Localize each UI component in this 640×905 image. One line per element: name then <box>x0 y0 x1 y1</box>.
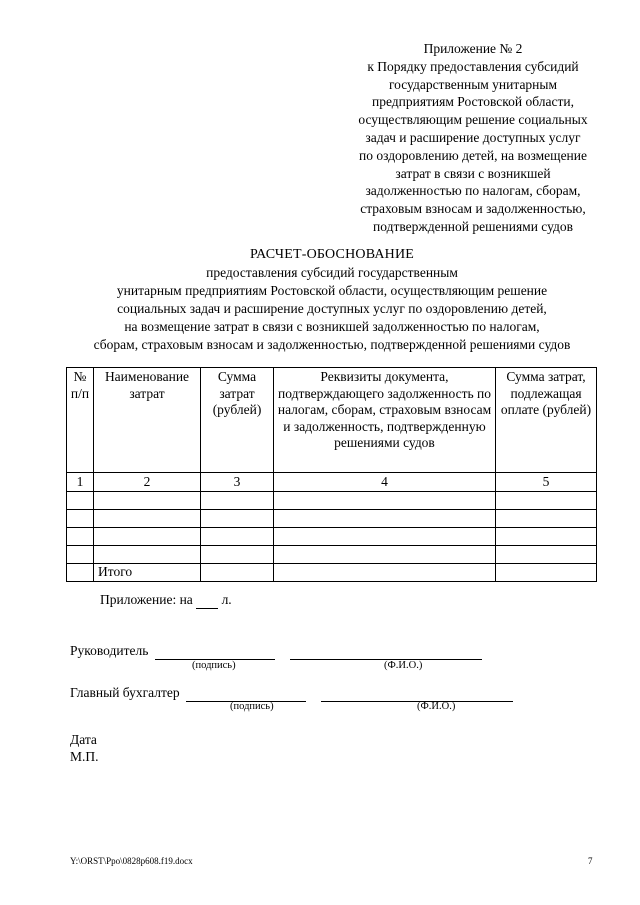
table-header-row <box>67 368 597 473</box>
column-number-cell: 4 <box>274 473 496 492</box>
title-line: предоставления субсидий государственным <box>206 265 458 280</box>
header-cell-document-details: Реквизиты документа, подтверждающего задолженность по налогам, сборам, страховым взносам и задолженность, подтвержденную решениями судов <box>274 368 496 473</box>
appendix-line: затрат в связи с возникшей <box>395 165 551 181</box>
column-number-cell: 3 <box>201 473 274 492</box>
appendix-line: Приложение № 2 <box>423 41 523 56</box>
appendix-line: предприятиям Ростовской области, <box>371 94 575 110</box>
date-label: Дата <box>70 732 97 747</box>
title-line: сборам, страховым взносам и задолженностью, подтвержденной решениями судов <box>93 337 571 352</box>
title-heading: РАСЧЕТ-ОБОСНОВАНИЕ <box>249 247 415 262</box>
attachment-line <box>100 592 232 609</box>
appendix-line: задолженностью по налогам, сборам, <box>365 183 581 199</box>
footer-file-path: Y:\ORST\Ppo\0828p608.f19.docx <box>70 856 193 866</box>
table-cell[interactable] <box>274 528 496 546</box>
chief-accountant-name-caption: (Ф.И.О.) <box>417 701 456 712</box>
table-row <box>67 492 597 510</box>
table-cell[interactable] <box>201 546 274 564</box>
table-cell[interactable] <box>94 510 201 528</box>
table-cell[interactable] <box>496 546 597 564</box>
table-cell[interactable] <box>67 564 94 582</box>
appendix-line: государственным унитарным <box>388 76 558 92</box>
total-label: Итого <box>94 564 201 582</box>
chief-accountant-signature-caption: (подпись) <box>230 701 274 712</box>
table-cell[interactable] <box>201 528 274 546</box>
title-line: на возмещение затрат в связи с возникшей задолженностью по налогам, <box>124 319 540 334</box>
table-cell[interactable] <box>67 546 94 564</box>
head-signature-row <box>70 643 482 660</box>
head-signature-field[interactable] <box>155 643 275 660</box>
column-number-cell: 5 <box>496 473 597 492</box>
header-cell-number: № п/п <box>67 368 94 473</box>
calculation-table <box>66 367 597 582</box>
table-cell[interactable] <box>274 492 496 510</box>
attachment-label: Приложение: на <box>100 592 193 607</box>
table-cell[interactable] <box>274 564 496 582</box>
footer-page-number: 7 <box>588 856 593 866</box>
appendix-line: страховым взносам и задолженностью, <box>360 201 586 217</box>
title-line: унитарным предприятиям Ростовской области, осуществляющим решение <box>116 283 548 298</box>
table-cell[interactable] <box>67 528 94 546</box>
title-line: социальных задач и расширение доступных услуг по оздоровлению детей, <box>117 301 547 316</box>
appendix-header <box>335 40 611 236</box>
table-cell[interactable] <box>94 546 201 564</box>
document-title <box>40 246 624 354</box>
table-cell[interactable] <box>201 510 274 528</box>
table-row <box>67 510 597 528</box>
table-cell[interactable] <box>67 492 94 510</box>
head-label: Руководитель <box>70 643 149 658</box>
table-row <box>67 528 597 546</box>
chief-accountant-signature-row <box>70 685 513 702</box>
header-cell-payable-sum: Сумма затрат, подлежащая оплате (рублей) <box>496 368 597 473</box>
table-total-row <box>67 564 597 582</box>
appendix-line: по оздоровлению детей, на возмещение <box>359 147 587 163</box>
header-cell-expense-name: Наименование затрат <box>94 368 201 473</box>
header-cell-expense-sum: Сумма затрат (рублей) <box>201 368 274 473</box>
table-cell[interactable] <box>496 564 597 582</box>
attachment-suffix: л. <box>221 592 232 607</box>
column-number-cell: 1 <box>67 473 94 492</box>
table-cell[interactable] <box>496 510 597 528</box>
appendix-line: подтвержденной решениями судов <box>372 218 573 234</box>
table-cell[interactable] <box>201 492 274 510</box>
head-name-caption: (Ф.И.О.) <box>384 660 423 671</box>
table-cell[interactable] <box>94 492 201 510</box>
seal-label: М.П. <box>70 749 99 764</box>
table-cell[interactable] <box>496 492 597 510</box>
appendix-line: к Порядку предоставления субсидий <box>367 58 579 74</box>
table-cell[interactable] <box>274 510 496 528</box>
table-cell[interactable] <box>496 528 597 546</box>
head-name-field[interactable] <box>290 643 482 660</box>
chief-accountant-name-field[interactable] <box>321 685 513 702</box>
table-cell[interactable] <box>274 546 496 564</box>
appendix-line: задач и расширение доступных услуг <box>365 129 581 145</box>
table-cell[interactable] <box>67 510 94 528</box>
head-signature-caption: (подпись) <box>192 660 236 671</box>
table-column-numbers-row <box>67 473 597 492</box>
chief-accountant-signature-field[interactable] <box>186 685 306 702</box>
table-cell[interactable] <box>94 528 201 546</box>
table-row <box>67 546 597 564</box>
column-number-cell: 2 <box>94 473 201 492</box>
chief-accountant-label: Главный бухгалтер <box>70 685 180 700</box>
table-cell[interactable] <box>201 564 274 582</box>
attachment-pages-field[interactable] <box>196 592 218 609</box>
appendix-line: осуществляющим решение социальных <box>358 112 588 128</box>
